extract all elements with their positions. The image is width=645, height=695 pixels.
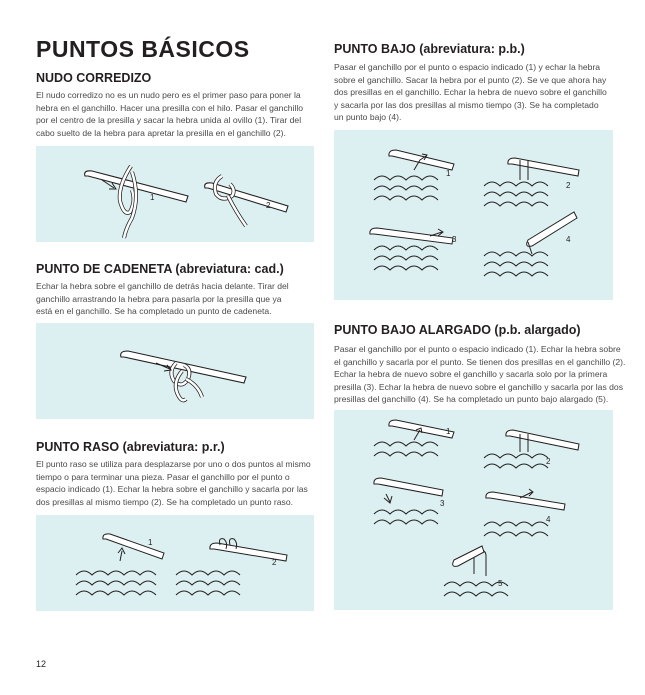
text-punto-cadeneta (36, 280, 289, 318)
text-line: un punto bajo (4). (334, 112, 402, 122)
text-punto-bajo-alargado (334, 343, 625, 406)
step-label-1: 1 (148, 538, 153, 547)
text-line: ganchillo arrastrando la hebra para pasarla por la presilla que ya (36, 293, 282, 304)
heading-punto-bajo-alargado: PUNTO BAJO ALARGADO (p.b. alargado) (334, 323, 581, 337)
text-line: hebra en el ganchillo. Hacer una presilla con el hilo. Pasar el ganchillo (36, 102, 304, 113)
text-line: Echar la hebra de nuevo sobre el ganchillo y sacarla solo por la primera (334, 369, 608, 379)
single-crochet-illustration (334, 130, 613, 300)
text-line: cabo suelto de la hebra para apretar la presilla en el ganchillo (2). (36, 127, 286, 138)
text-line: presilla (3). Echar la hebra de nuevo sobre el ganchillo y sacarla por las dos (334, 381, 624, 392)
text-line: y sacarla por las dos presillas al mismo tiempo (3). Se ha completado (334, 99, 599, 110)
text-line: por el centro de la presilla y sacar la hebra unida al ovillo (1). Tirar del (36, 115, 302, 125)
text-punto-bajo (334, 61, 607, 124)
text-punto-raso (36, 458, 311, 508)
step-label-5: 5 (498, 579, 503, 588)
step-label-1: 1 (446, 427, 451, 436)
heading-nudo-corredizo: NUDO CORREDIZO (36, 71, 152, 85)
text-line: el ganchillo y sacarla por el punto. Se tienen dos presillas en el ganchillo (2). (334, 356, 626, 367)
step-label-1: 1 (446, 169, 451, 178)
extended-single-crochet-illustration (334, 410, 613, 610)
text-line: El nudo corredizo no es un nudo pero es el primer paso para poner la (36, 90, 301, 100)
text-line: espacio indicado (1). Echar la hebra sobre el ganchillo y sacarla por las (36, 484, 308, 494)
step-label-2: 2 (566, 181, 571, 190)
text-line: Pasar el ganchillo por el punto o espacio indicado (1) y echar la hebra (334, 62, 601, 72)
illustration-nudo-corredizo (36, 146, 314, 242)
step-label-2: 2 (272, 558, 277, 567)
illustration-punto-bajo (334, 130, 613, 300)
step-label-4: 4 (546, 515, 551, 524)
text-line: tiempo o para terminar una pieza. Pasar el ganchillo por el punto o (36, 471, 290, 482)
slip-stitch-illustration (36, 515, 314, 611)
step-label-2: 2 (266, 201, 271, 210)
step-label-4: 4 (566, 235, 571, 244)
heading-punto-bajo: PUNTO BAJO (abreviatura: p.b.) (334, 42, 525, 56)
slip-knot-illustration (36, 146, 314, 242)
illustration-punto-bajo-alargado (334, 410, 613, 610)
text-line: dos presillas al mismo tiempo (2). Se ha completado un punto raso. (36, 496, 293, 507)
step-label-3: 3 (440, 499, 445, 508)
heading-punto-raso: PUNTO RASO (abreviatura: p.r.) (36, 440, 225, 454)
text-line: Echar la hebra sobre el ganchillo de detrás hacia delante. Tirar del (36, 281, 289, 291)
step-label-2: 2 (546, 457, 551, 466)
text-line: El punto raso se utiliza para desplazarse por uno o dos puntos al mismo (36, 459, 311, 469)
illustration-punto-raso (36, 515, 314, 611)
text-line: dos presillas en el ganchillo. Echar la hebra de nuevo sobre el ganchillo (334, 87, 607, 97)
chain-stitch-illustration (36, 323, 314, 419)
text-line: presillas del ganchillo (4). Se ha completado un punto bajo alargado (5). (334, 394, 609, 404)
text-line: está en el ganchillo. Se ha completado un punto de cadeneta. (36, 306, 272, 316)
page-title: PUNTOS BÁSICOS (36, 36, 250, 62)
text-line: sobre el ganchillo. Sacar la hebra por el punto (2). Se ve que ahora hay (334, 74, 607, 85)
page-number: 12 (36, 659, 47, 669)
illustration-punto-cadeneta (36, 323, 314, 419)
text-line: Pasar el ganchillo por el punto o espacio indicado (1). Echar la hebra sobre (334, 344, 621, 354)
step-label-1: 1 (150, 193, 155, 202)
step-label-3: 3 (452, 235, 457, 244)
text-nudo-corredizo (36, 89, 303, 139)
heading-punto-cadeneta: PUNTO DE CADENETA (abreviatura: cad.) (36, 262, 284, 276)
